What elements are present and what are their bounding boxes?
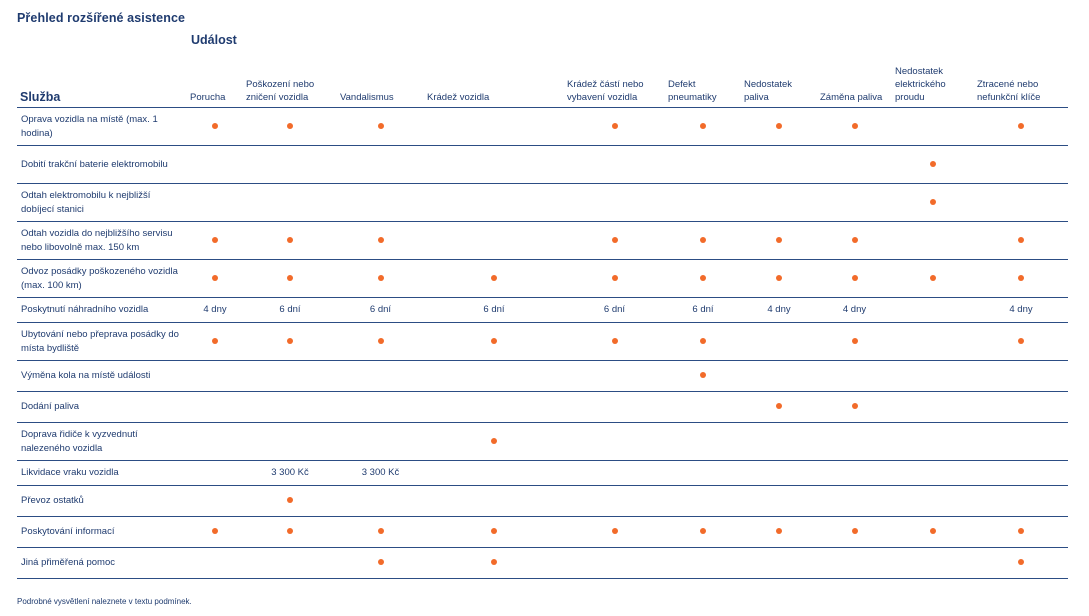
table-cell bbox=[974, 323, 1068, 361]
included-dot-icon bbox=[212, 528, 218, 534]
service-name: Odtah vozidla do nejbližšího servisu nebo libovolně max. 150 km bbox=[17, 222, 187, 260]
table-cell bbox=[892, 517, 974, 548]
included-dot-icon bbox=[378, 338, 384, 344]
table-row bbox=[17, 222, 1068, 260]
table-cell bbox=[424, 517, 564, 548]
table-cell bbox=[424, 108, 564, 146]
table-cell bbox=[974, 392, 1068, 423]
table-cell bbox=[187, 423, 243, 461]
column-header-nedostatek-paliva: Nedostatek paliva bbox=[741, 56, 817, 108]
table-cell bbox=[243, 222, 337, 260]
included-dot-icon bbox=[700, 528, 706, 534]
table-cell bbox=[564, 486, 665, 517]
table-cell bbox=[974, 146, 1068, 184]
included-dot-icon bbox=[852, 338, 858, 344]
included-dot-icon bbox=[852, 123, 858, 129]
table-cell bbox=[187, 146, 243, 184]
table-cell bbox=[817, 486, 892, 517]
table-cell bbox=[892, 108, 974, 146]
column-header-kradez-casti: Krádež částí nebo vybavení vozidla bbox=[564, 56, 665, 108]
service-name: Výměna kola na místě události bbox=[17, 361, 187, 392]
table-cell bbox=[741, 461, 817, 486]
table-cell bbox=[243, 392, 337, 423]
table-cell: 4 dny bbox=[187, 298, 243, 323]
table-cell bbox=[564, 323, 665, 361]
table-cell bbox=[817, 548, 892, 579]
table-cell bbox=[187, 392, 243, 423]
included-dot-icon bbox=[612, 528, 618, 534]
table-cell bbox=[741, 423, 817, 461]
table-cell bbox=[187, 548, 243, 579]
table-cell bbox=[243, 184, 337, 222]
table-row bbox=[17, 108, 1068, 146]
table-cell bbox=[665, 392, 741, 423]
table-cell bbox=[817, 260, 892, 298]
table-cell bbox=[974, 108, 1068, 146]
table-cell bbox=[974, 260, 1068, 298]
included-dot-icon bbox=[852, 275, 858, 281]
service-name: Poskytnutí náhradního vozidla bbox=[17, 298, 187, 323]
table-cell bbox=[337, 361, 424, 392]
table-cell bbox=[741, 146, 817, 184]
table-cell bbox=[337, 260, 424, 298]
included-dot-icon bbox=[491, 338, 497, 344]
table-cell bbox=[187, 260, 243, 298]
service-name: Poskytování informací bbox=[17, 517, 187, 548]
table-cell bbox=[243, 323, 337, 361]
included-dot-icon bbox=[212, 275, 218, 281]
table-cell bbox=[564, 461, 665, 486]
table-cell bbox=[337, 486, 424, 517]
table-row bbox=[17, 146, 1068, 184]
table-cell bbox=[665, 260, 741, 298]
included-dot-icon bbox=[776, 528, 782, 534]
table-cell bbox=[243, 361, 337, 392]
table-cell: 6 dní bbox=[564, 298, 665, 323]
table-cell bbox=[243, 548, 337, 579]
table-cell bbox=[892, 392, 974, 423]
included-dot-icon bbox=[212, 338, 218, 344]
service-name: Oprava vozidla na místě (max. 1 hodina) bbox=[17, 108, 187, 146]
table-cell bbox=[741, 323, 817, 361]
table-cell bbox=[424, 361, 564, 392]
table-cell bbox=[424, 323, 564, 361]
table-cell bbox=[665, 222, 741, 260]
table-cell bbox=[337, 517, 424, 548]
footnote: Podrobné vysvětlení naleznete v textu podmínek. bbox=[17, 597, 192, 606]
table-cell bbox=[665, 323, 741, 361]
column-header-vandalismus: Vandalismus bbox=[337, 56, 424, 108]
included-dot-icon bbox=[852, 403, 858, 409]
included-dot-icon bbox=[287, 338, 293, 344]
table-cell bbox=[187, 361, 243, 392]
table-cell bbox=[741, 392, 817, 423]
table-row bbox=[17, 517, 1068, 548]
included-dot-icon bbox=[776, 123, 782, 129]
table-cell bbox=[424, 184, 564, 222]
included-dot-icon bbox=[700, 372, 706, 378]
table-body bbox=[17, 108, 1068, 579]
table-cell bbox=[564, 222, 665, 260]
included-dot-icon bbox=[212, 237, 218, 243]
table-cell bbox=[243, 108, 337, 146]
included-dot-icon bbox=[776, 275, 782, 281]
table-cell bbox=[337, 423, 424, 461]
table-cell bbox=[741, 486, 817, 517]
table-cell bbox=[665, 184, 741, 222]
service-name: Odtah elektromobilu k nejbližší dobíjecí stanici bbox=[17, 184, 187, 222]
table-row bbox=[17, 323, 1068, 361]
table-cell bbox=[892, 361, 974, 392]
service-name: Doprava řidiče k vyzvednutí nalezeného vozidla bbox=[17, 423, 187, 461]
table-cell bbox=[892, 461, 974, 486]
table-cell bbox=[564, 108, 665, 146]
included-dot-icon bbox=[212, 123, 218, 129]
column-header-poskozeni: Poškození nebo zničení vozidla bbox=[243, 56, 337, 108]
table-cell bbox=[817, 146, 892, 184]
table-cell bbox=[741, 517, 817, 548]
table-row bbox=[17, 423, 1068, 461]
table-row bbox=[17, 260, 1068, 298]
table-cell bbox=[564, 184, 665, 222]
table-cell: 4 dny bbox=[974, 298, 1068, 323]
table-cell bbox=[243, 260, 337, 298]
table-cell bbox=[187, 461, 243, 486]
table-cell bbox=[187, 108, 243, 146]
column-header-zamena-paliva: Záměna paliva bbox=[817, 56, 892, 108]
included-dot-icon bbox=[287, 123, 293, 129]
table-cell bbox=[243, 486, 337, 517]
table-cell bbox=[564, 517, 665, 548]
table-cell bbox=[817, 517, 892, 548]
table-cell bbox=[424, 146, 564, 184]
table-cell bbox=[665, 461, 741, 486]
table-cell bbox=[424, 392, 564, 423]
table-cell bbox=[187, 517, 243, 548]
table-cell bbox=[665, 423, 741, 461]
table-cell bbox=[892, 298, 974, 323]
included-dot-icon bbox=[852, 237, 858, 243]
table-row bbox=[17, 548, 1068, 579]
table-cell bbox=[187, 184, 243, 222]
service-name: Převoz ostatků bbox=[17, 486, 187, 517]
table-cell bbox=[337, 323, 424, 361]
included-dot-icon bbox=[930, 161, 936, 167]
table-cell bbox=[892, 323, 974, 361]
table-cell bbox=[817, 461, 892, 486]
included-dot-icon bbox=[491, 528, 497, 534]
column-header-kradez-vozidla: Krádež vozidla bbox=[424, 56, 564, 108]
table-cell bbox=[337, 184, 424, 222]
included-dot-icon bbox=[378, 275, 384, 281]
table-cell bbox=[741, 222, 817, 260]
table-cell: 4 dny bbox=[817, 298, 892, 323]
table-cell: 6 dní bbox=[665, 298, 741, 323]
table-row bbox=[17, 298, 1068, 323]
included-dot-icon bbox=[930, 528, 936, 534]
service-name: Likvidace vraku vozidla bbox=[17, 461, 187, 486]
included-dot-icon bbox=[776, 403, 782, 409]
table-cell bbox=[564, 392, 665, 423]
table-cell bbox=[424, 548, 564, 579]
column-header-defekt: Defekt pneumatiky bbox=[665, 56, 741, 108]
table-cell bbox=[424, 461, 564, 486]
table-cell bbox=[892, 184, 974, 222]
table-cell bbox=[424, 486, 564, 517]
included-dot-icon bbox=[700, 123, 706, 129]
included-dot-icon bbox=[378, 559, 384, 565]
event-heading: Událost bbox=[191, 33, 237, 47]
included-dot-icon bbox=[1018, 237, 1024, 243]
table-cell bbox=[564, 361, 665, 392]
table-cell bbox=[187, 323, 243, 361]
included-dot-icon bbox=[1018, 338, 1024, 344]
table-cell bbox=[337, 222, 424, 260]
table-cell bbox=[741, 260, 817, 298]
table-cell bbox=[665, 108, 741, 146]
included-dot-icon bbox=[1018, 123, 1024, 129]
included-dot-icon bbox=[612, 123, 618, 129]
assistance-table bbox=[17, 56, 1068, 579]
included-dot-icon bbox=[612, 338, 618, 344]
table-cell bbox=[974, 517, 1068, 548]
included-dot-icon bbox=[378, 528, 384, 534]
table-cell bbox=[974, 548, 1068, 579]
included-dot-icon bbox=[378, 123, 384, 129]
table-cell: 3 300 Kč bbox=[243, 461, 337, 486]
table-row bbox=[17, 361, 1068, 392]
service-name: Dobití trakční baterie elektromobilu bbox=[17, 146, 187, 184]
service-name: Odvoz posádky poškozeného vozidla (max. 100 km) bbox=[17, 260, 187, 298]
table-cell bbox=[892, 486, 974, 517]
included-dot-icon bbox=[378, 237, 384, 243]
table-cell bbox=[424, 260, 564, 298]
table-cell bbox=[243, 146, 337, 184]
column-header-porucha: Porucha bbox=[187, 56, 243, 108]
table-cell bbox=[665, 486, 741, 517]
table-cell bbox=[741, 108, 817, 146]
table-cell bbox=[187, 486, 243, 517]
included-dot-icon bbox=[930, 275, 936, 281]
table-cell bbox=[817, 323, 892, 361]
table-cell bbox=[817, 108, 892, 146]
included-dot-icon bbox=[287, 528, 293, 534]
table-cell bbox=[665, 146, 741, 184]
included-dot-icon bbox=[1018, 528, 1024, 534]
included-dot-icon bbox=[1018, 559, 1024, 565]
service-name: Jiná přiměřená pomoc bbox=[17, 548, 187, 579]
table-cell bbox=[337, 146, 424, 184]
included-dot-icon bbox=[930, 199, 936, 205]
table-cell bbox=[974, 423, 1068, 461]
included-dot-icon bbox=[491, 559, 497, 565]
table-cell bbox=[817, 423, 892, 461]
column-header-klice: Ztracené nebo nefunkční klíče bbox=[974, 56, 1068, 108]
table-cell bbox=[337, 108, 424, 146]
table-cell bbox=[892, 423, 974, 461]
included-dot-icon bbox=[1018, 275, 1024, 281]
included-dot-icon bbox=[700, 237, 706, 243]
table-cell bbox=[892, 146, 974, 184]
included-dot-icon bbox=[287, 497, 293, 503]
table-cell bbox=[974, 184, 1068, 222]
table-row bbox=[17, 184, 1068, 222]
table-cell bbox=[974, 361, 1068, 392]
table-row bbox=[17, 392, 1068, 423]
included-dot-icon bbox=[287, 275, 293, 281]
service-name: Dodání paliva bbox=[17, 392, 187, 423]
table-cell bbox=[817, 392, 892, 423]
table-cell bbox=[337, 548, 424, 579]
table-cell bbox=[665, 517, 741, 548]
table-cell bbox=[564, 146, 665, 184]
table-cell bbox=[892, 260, 974, 298]
table-cell bbox=[817, 184, 892, 222]
service-column-header: Služba bbox=[17, 56, 187, 108]
table-cell bbox=[741, 361, 817, 392]
included-dot-icon bbox=[776, 237, 782, 243]
table-cell bbox=[817, 361, 892, 392]
table-row bbox=[17, 486, 1068, 517]
included-dot-icon bbox=[700, 338, 706, 344]
service-name: Ubytování nebo přeprava posádky do místa bydliště bbox=[17, 323, 187, 361]
included-dot-icon bbox=[612, 237, 618, 243]
included-dot-icon bbox=[491, 438, 497, 444]
table-cell bbox=[892, 222, 974, 260]
column-header-nedostatek-proudu: Nedostatek elektrického proudu bbox=[892, 56, 974, 108]
table-cell bbox=[974, 461, 1068, 486]
table-cell bbox=[564, 423, 665, 461]
table-cell bbox=[243, 423, 337, 461]
table-cell bbox=[564, 548, 665, 579]
table-cell: 6 dní bbox=[337, 298, 424, 323]
table-cell bbox=[424, 222, 564, 260]
table-cell bbox=[564, 260, 665, 298]
table-cell: 4 dny bbox=[741, 298, 817, 323]
table-cell bbox=[974, 486, 1068, 517]
included-dot-icon bbox=[491, 275, 497, 281]
table-cell bbox=[424, 423, 564, 461]
table-cell bbox=[741, 548, 817, 579]
included-dot-icon bbox=[612, 275, 618, 281]
table-cell bbox=[665, 361, 741, 392]
table-cell: 6 dní bbox=[424, 298, 564, 323]
table-cell bbox=[892, 548, 974, 579]
table-cell bbox=[243, 517, 337, 548]
table-cell: 3 300 Kč bbox=[337, 461, 424, 486]
table-cell bbox=[974, 222, 1068, 260]
table-cell bbox=[741, 184, 817, 222]
included-dot-icon bbox=[700, 275, 706, 281]
table-cell bbox=[337, 392, 424, 423]
table-cell bbox=[187, 222, 243, 260]
included-dot-icon bbox=[287, 237, 293, 243]
table-cell bbox=[817, 222, 892, 260]
table-header-row bbox=[17, 56, 1068, 108]
included-dot-icon bbox=[852, 528, 858, 534]
table-row bbox=[17, 461, 1068, 486]
table-cell: 6 dní bbox=[243, 298, 337, 323]
table-cell bbox=[665, 548, 741, 579]
page-title: Přehled rozšířené asistence bbox=[17, 11, 186, 25]
